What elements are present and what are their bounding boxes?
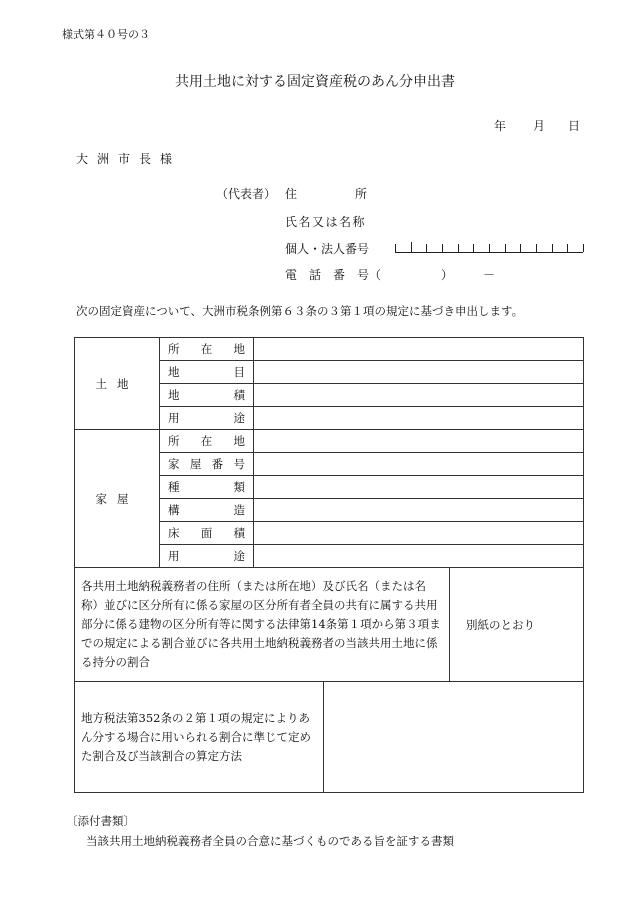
land-category-label: 土地 <box>75 338 160 430</box>
number-box-tick <box>505 244 506 252</box>
building-section <box>75 430 584 568</box>
form-number: 様式第４０号の３ <box>62 28 150 41</box>
date-day-label: 日 <box>568 119 581 133</box>
number-box-tick <box>583 244 584 252</box>
number-box-tick <box>395 244 396 252</box>
land-value-field[interactable] <box>254 407 584 430</box>
land-section <box>75 338 584 430</box>
building-item-label: 家 屋 番 号 <box>160 453 254 476</box>
number-box-tick <box>411 242 412 252</box>
number-label: 個人・法人番号 <box>285 242 370 256</box>
number-box-tick <box>426 244 427 252</box>
ratio-row <box>75 568 584 682</box>
statement-text: 次の固定資産について、大洲市税条例第６３条の３第１項の規定に基づき申出します。 <box>76 304 524 318</box>
building-value-field[interactable] <box>254 453 584 476</box>
number-box-tick <box>458 244 459 252</box>
number-box-tick <box>442 244 443 252</box>
building-row <box>75 430 584 453</box>
date-year-label: 年 <box>494 119 507 133</box>
number-box-tick <box>520 244 521 252</box>
ratio-value: 別紙のとおり <box>466 617 535 632</box>
land-value-field[interactable] <box>254 361 584 384</box>
representative-label: （代表者） <box>216 187 277 201</box>
land-row <box>75 338 584 361</box>
phone-label: 電 話 番 号（ ） － <box>285 268 496 282</box>
address-label: 住 所 <box>285 187 368 201</box>
method-description: 地方税法第352条の２第１項の規定によりあん分する場合に用いられる割合に準じて定めた割合及び当該割合の算定方法 <box>75 682 324 792</box>
building-value-field[interactable] <box>254 522 584 545</box>
number-box-tick <box>536 244 537 252</box>
building-value-field[interactable] <box>254 430 584 453</box>
land-item-label: 地 目 <box>160 361 254 384</box>
number-box-tick <box>473 244 474 252</box>
addressee: 大洲市長様 <box>76 152 182 166</box>
method-value-field[interactable] <box>324 682 583 792</box>
number-entry-boxes[interactable] <box>395 240 583 253</box>
number-box-tick <box>567 244 568 252</box>
building-item-label: 種 類 <box>160 476 254 499</box>
building-item-label: 床 面 積 <box>160 522 254 545</box>
asset-table <box>74 337 584 793</box>
land-value-field[interactable] <box>254 338 584 361</box>
building-item-label: 構 造 <box>160 499 254 522</box>
land-item-label: 地 積 <box>160 384 254 407</box>
document-title: 共用土地に対する固定資産税のあん分申出書 <box>175 74 455 90</box>
land-item-label: 所 在 地 <box>160 338 254 361</box>
building-value-field[interactable] <box>254 476 584 499</box>
name-label: 氏名又は名称 <box>285 215 367 229</box>
building-item-label: 用 途 <box>160 545 254 568</box>
date-month-label: 月 <box>533 119 546 133</box>
ratio-description: 各共用土地納税義務者の住所（または所在地）及び氏名（または名称）並びに区分所有に係る家屋の区分所有者全員の共有に属する共用部分に係る建物の区分所有等に関する法律第14条第１項から第３項までの規定による割合並びに各共用土地納税義務者の当該共用土地に係る持分の割合 <box>75 568 450 681</box>
land-item-label: 用 途 <box>160 407 254 430</box>
building-item-label: 所 在 地 <box>160 430 254 453</box>
attachments-label: 〔添付書類〕 <box>66 814 135 828</box>
number-box-tick <box>552 244 553 252</box>
building-category-label: 家屋 <box>75 430 160 568</box>
building-value-field[interactable] <box>254 545 584 568</box>
method-row <box>75 682 584 793</box>
land-value-field[interactable] <box>254 384 584 407</box>
attachments-text: 当該共用土地納税義務者全員の合意に基づくものである旨を証する書類 <box>86 834 454 848</box>
building-value-field[interactable] <box>254 499 584 522</box>
number-box-tick <box>489 244 490 252</box>
